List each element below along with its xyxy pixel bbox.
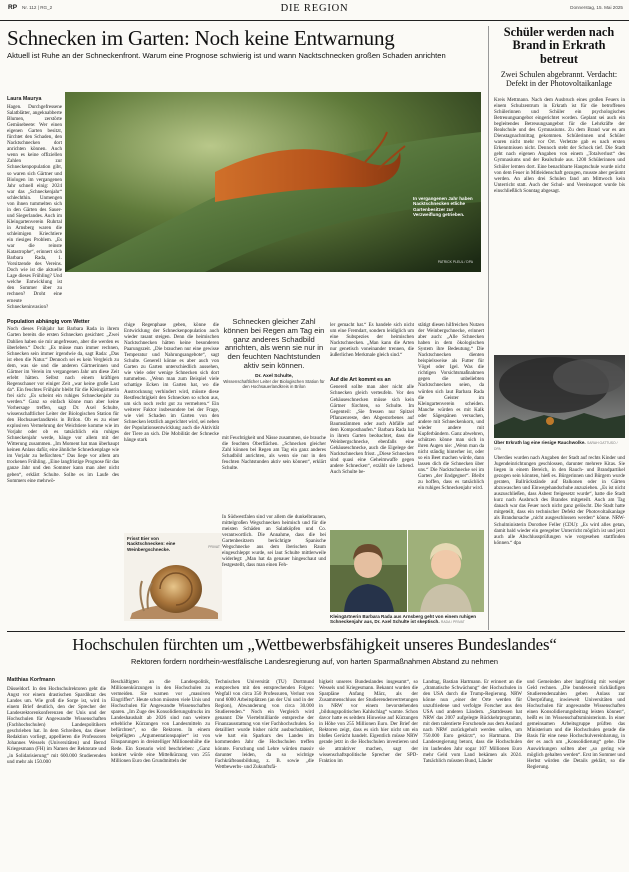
subhead-species: Auf die Art kommt es an	[330, 377, 391, 383]
second-deck: Rektoren fordern nordrhein-westfälische Landesregierung auf, von harten Sparmaßnahmen Abstand zu nehmen	[131, 657, 498, 666]
section-rule	[7, 631, 625, 632]
snail-caption: Frisst Eier von Nacktschnecken: eine Weinbergschnecke.	[127, 536, 176, 552]
lead-col4-bottom: Auf die Art kommt es an Generell sollte man aber nicht alle Schnecken gleich verteufeln. Vor den Gehäuseschnecken müsse sich kein Gärtner fürchten, so Schulte. Im Gegenteil: „Sie fressen nur Spitzel Pflanzenreste, den Abgestorbenes auf Baumstämmen oder auch Abfälle auf dem Komposthaufen.“ Barbara Rada hat in ihrem Garten beobachtet, dass die Weinbergschnecke, ebenfalls eine Gehäuseschnecke, auch die Eigelege der Nacktschnecken frisst. „Diese Schnecken sind quasi eine Geheimwaffe gegen andere Schnecken“, erzählt sie lachend. Auch Schulte be-	[330, 377, 414, 476]
section-title: DIE REGION	[280, 3, 349, 14]
page-code: Nr. 112 | RG_2	[22, 5, 53, 10]
pull-quote	[222, 318, 326, 389]
masthead-rule	[0, 20, 629, 21]
sidebar-photo	[494, 355, 625, 438]
second-col1: Düsseldorf. In den Hochschulrektoren geht die Angst vor einem drastischen Spardiktat des Landes um. Wie groß die Sorge ist, wird in einem Brief deutlich, den der Sprecher der Landesrektorenkonferenzen der Unis und der Hochschulen für Angewandte Wissenschaften (Fachhochschulen) Landespolitikern geschrieben hat. In dem Schreiben, das dieser Redaktion vorliegt, appellieren die Professoren Johannes Wessels (Universitäten) und Bernd Kriegesmann (FH) im Namen der Rektorate und „in Solidarisierung“ mit 600.000 Studierenden und mehr als 150.000	[7, 686, 106, 765]
portrait-schulte-graphic	[408, 530, 484, 612]
pull-quote-role: Wissenschaftlicher Leiter der Biologischen Station für den Hochsauerlandkreis in Brilon	[223, 378, 325, 389]
column-divider	[488, 26, 489, 630]
lead-col3-top: mit Feuchtigkeit und Nässe zusammen, sie brauche die feuchten Oberflächen. „Schnecken gleicher Zahl können bei Regen am Tag ein ganz anderes Schadbild anrichten, als wenn sie nur in den feuchten Nachtstunden aktiv sein können“, erklärt Schulte.	[222, 435, 326, 472]
lead-col1-continued: Population abhängig vom Wetter Noch dieses Frühjahr hat Barbara Rada in ihrem Garten bereits die ersten Schnecken gesichtet: „Zwei Dahlien haben sie mir angefressen, aber die werden es überleben.“ Doch: „Es müsse man immer rechnen, Schnecken sein immer irgendwie da, sagt Rada: „Das ist eben die Natur.“ Dennoch sei es kein Vergleich zu dem, was sie und die anderen Gärtnerinnen und Gärtner im Verein im vergangenen Jahr um diese Zeit erlebt hätten. Selbst nach einem kräftigen Regenschauer vor einiger Zeit „war keine große Last da“. Ein feuchtes Frühjahr bleibt für die Kleingärtnerin frei sich: „Es scheint ein ruhiges Schneckenjahr zu werden.“ Ganz so einfach könne man aber keine Vorhersage treffen, sagt Dr. Axel Schulte, wissenschaftlicher Leiter der Biologischen Station für den Hochsauerlandkreis in Brilon. Ob es zu einer explosiven Vermehrung der Weichtiere komme wie im Vorjahr oder ob es tatsächlich ein ruhiges Schneckenjahr werde, hänge vor allem mit der Witterung zusammen. „Im Moment hat man überhaupt keinen Anlass dafür, eine ähnliche Schneckenplage wie im Vorjahr zu befürchten.“ Das liege vor allem am trockenen Frühling. „Eine langfristige Prognose für das ganze Jahr und den Sommer kann man aber nicht geben“, erklärt Schulte. Sollte es im Laufe des Sommers eine mehrwö-	[7, 319, 119, 484]
portrait-schulte	[408, 530, 484, 612]
lead-col2: chige Regenphase geben, könne die Entwicklung der Schneckenpopulation auch wieder rasant steigen. Denn die heimischen Nacktschnecken hätten keine besonderen Paarungszeit. „Die brauchen nur eine gewisse Temperatur und Nahrungsangebote“, sagt Schulte. Generell könne es aber auch von Garten zu Garten unterschiedlich aussehen, wie viele oder wenige Schnecken sich dort tummelten. „Wenn man zum Beispiel viele schattige Ecken im Garten hat, wo die Austrocknung verhindert wird, müsste diese Restfeuchtigkeit den Schnecken so schon aus, um sich noch recht gut zu vermehren.“ Ein weiterer Faktor insbesondere bei der Frage, wie viel Schaden im Garten von den Schnecken letztlich angerichtet wird, sei neben der Populationsentwicklung auch die Aktivität der Tiere an sich. Die Mobilität der Schnecke hänge stark	[124, 322, 219, 443]
portraits-caption: Kleingärtnerin Barbara Rada aus Arnsberg geht von einem ruhigen Schneckenjahr aus, Dr. Axel Schulte ist skeptisch. RADA / PRIVAT	[330, 614, 477, 625]
subhead-weather: Population abhängig vom Wetter	[7, 319, 90, 325]
sidebar-deck: Zwei Schulen abgebrannt. Verdacht: Defekt in der Photovoltaikanlage	[500, 70, 618, 89]
second-col5: Landtag, Bastian Hartmann. Er erinnert an die „dramatische Schwächung“ der Hochschulen in den USA durch die Trump-Regierung. NRW könne nun „einer der Orte werden für unzufriedene und verfolgte Forscher aus den USA und anderen Ländern. „Stattdessen hat NRW das 2007 aufgelegte Rückkehrprogramm, mit dem talentierte Forschende aus dem Ausland nach NRW zurückgeholt werden sollen, um 750.000 Euro gekürzt“, so Hartmann. Die Landesregierung betont, dass die Hochschulen im laufenden Jahr sogar 107 Millionen Euro mehr Geld vom Land bekämen als 2024. Tatsächlich müssten Bund, Länder	[423, 679, 522, 764]
lead-photo-credit: PATRICK PLEUL / DPA	[437, 260, 473, 264]
lead-author: Laura Maurya	[7, 96, 42, 102]
pull-quote-text: Schnecken gleicher Zahl können bei Regen am Tag ein ganz anderes Schadbild anrichten, als wenn sie nur in den feuchten Nachtstunden aktiv sein können.	[223, 317, 325, 370]
smoke-cloud-graphic	[494, 355, 625, 438]
issue-date: Donnerstag, 15. Mai 2025	[570, 5, 623, 10]
portrait-rada-graphic	[330, 530, 407, 612]
masthead	[0, 0, 629, 22]
lead-photo	[65, 92, 481, 272]
lead-col5: stätigt diesen hilfreichen Nutzen der Weinbergschnecke, erinnert aber auch: „Alle Schnecken haben in dem ökologischen System ihre Bedeutung.“ Die Nacktschnecken dienten beispielsweise als Futter für Vögel oder Igel. Was die richtigen Vorsichtsmaßnahmen gegen die unbeliebten Nacktschnecken seien, da würden sich laut Barbara Rada die Geister im Kleingartenverein scheiden. Manche würden es mit Kalk oder Sägespänen versuchen, andere mit Schneckenkorn, und wieder andere mit Kupferbändern. Ganz abwehren, schützen könne man sich in ihren Augen nie: „Wenn man da nicht ständig hinterher ist, oder so ein Beet machen würde, dann lassen dich die Schnecken über uns.“ Die Nacktschnecke sei im Garten „der Endgegner“. Bleibt zu hoffen, dass es tatsächlich ein ruhiges Schneckenjahr wird.	[418, 322, 484, 492]
second-author: Matthias Korfmann	[7, 677, 55, 683]
lead-headline: Schnecken im Garten: Noch keine Entwarnung	[7, 26, 395, 50]
sidebar-body-top: Kreis Mettmann. Nach dem Ausbruch eines großen Feuers in einem Schulzentrum in Erkrath ist für die betroffenen Schülerinnen und Schüler ein psychologisches Betreuungsangebot eingerichtet worden. Geplant sei auch ein begleitendes Betreuungsangebot für die Lehrkräfte der Realschule und des Gymnasiums. Zu dem Brand war es am Dienstagnachmittag gekommen. Schülerinnen und Schüler waren nicht mehr vor Ort. Verletzte gab es nach ersten Erkenntnissen nicht. Dennoch steht der Schock tief. Die Stadt geht nach eigenen Angaben von einem „Totalverlust“ des Gymnasiums und der Realschule aus. 1200 Schülerinnen und Schüler lernten dort. Eine benachbarte Hauptschule wurde nicht von dem Feuer in Mitleidenschaft gezogen, musste aber geräumt werden. An allen drei Schulen fand am Mittwoch kein Unterricht statt. Auch der Schul- und Vereinssport wurde bis einschließlich Sonntag abgesagt.	[494, 97, 625, 194]
snail-photo	[124, 533, 222, 621]
lead-deck: Aktuell ist Ruhe an der Schneckenfront. Warum eine Prognose schwierig ist und wann Nacktschnecken großen Schaden anrichten	[7, 51, 446, 60]
sidebar-photo-caption: Über Erkrath lag eine riesige Rauchwolke. SARAH GATTUSO / DPA	[494, 440, 618, 452]
snail-credit: PRIVAT	[208, 545, 220, 549]
brand-logo: RP	[8, 4, 18, 11]
second-col4: higkeit unseres Bundeslandes insgesamt“, so Wessels und Kriegesmann. Bekannt wurden die Sparpläne Anfang März, als der Zusammenschluss der Studierendenvertretungen in NRW vor einem bevorstehenden „bildungspolitischen Kahlschlag“ warnte. Schon davor hatte es seitdem Hinweise auf Kürzungen in Höhe von 255 Millionen Euro. Der Brief der Rektoren zeigt, dass es sich hier nicht um ein bloßes Gerücht handelt. Eigentlich müsse NRW gerade jetzt in die Hochschulen investieren und sie attraktiver machen, sagt der wissenschaftspolitische Sprecher der SPD-Fraktion im	[319, 679, 418, 764]
lead-col1-intro: Hagen. Durchgefressene Salatblätter, angeknabberte Blumen, zerstörte Gemüsebeete: Wer einen eigenen Garten besitzt, fürchtet den Schaden, den Nacktschnecken dort anrichten können. Auch wenn es keine offiziellen Zahlen zur Schneckenpopulation gibt, so waren sich Gärtner und Biologen im vergangenen Jahr schnell einig: 2024 war das „Schneckenjahr“ schlechthin. Unmengen von ihnen tummelten sich in den Gärten des Sauer- und Siegerlandes. Auch im Kleingartenverein Ruhrtal in Arnsberg waren die schleimigen Kriechtiere ein riesiges Problem. „Es war die reinste Katastrophe“, erinnert sich Barbara Rada, 1. Vorsitzende des Vereins. Doch wie ist die aktuelle Lage dieses Frühling? Und welche Entwicklung ist den Sommer über zu rechnen? Droht eine erneute Schneckeninvasion?	[7, 104, 62, 310]
second-col6: und Gemeinden aber langfristig mit weniger Geld rechnen. „Die bundesweit rückläufigen Studierendenzahlen geben Anlass zur Überprüfung, inwieweit Universitäten und Hochschulen für angewandte Wissenschaften einen Konsolidierungsbeitrag leisten können“, heißt es im Wissenschaftsministerium. In einer gemeinsamen Arbeitsgruppe prüften das Ministerium und die Hochschulen gerade die Basis für eine neue Hochschulvereinbarung, in der es auch um „Konsolidierung“ gehe. Die Auswirkungen sollten aber „so gering wie möglich gehalten werden“. Erst im Sommer und Herbst würden die Details geklärt, so die Regierung.	[527, 679, 625, 770]
sidebar-headline: Schüler werden nach Brand in Erkrath betreut	[503, 25, 615, 66]
slug-photo-graphic	[65, 92, 481, 272]
portrait-rada	[330, 530, 407, 612]
pull-quote-name: Dr. Axel Schulte,	[255, 373, 293, 379]
second-col2: Beschäftigten an die Landespolitik, Millionenkürzungen in den Hochschulen zu vermeiden. Sie warnen vor „massiven Eingriffen“. Heute schon müssten viele Unis und Hochschulen für Angewandte Wissenschaften sparen. „Im Zuge des Konsolidierungsdrucks im Landeshaushalt ab 2026 sind nun weitere erhebliche Kürzungen von Landesmitteln zu befürchten“, so die Rektoren. In einem beigefügten „Argumentationspapier“ ist von Einsparungen in dreistelliger Millionenhöhe die Rede. Ein Szenario wird beschrieben: „Ganz konkret würde eine Mittelkürzung von 255 Millionen Euro den Grundmitteln der	[111, 679, 210, 764]
second-headline: Hochschulen fürchten um „Wettbewerbsfähigkeit unseres Bundeslandes“	[72, 635, 557, 654]
lead-col3-bottom: In Südwestfalen sind vor allem die dunkelbraunen, mittelgroßen Wegschnecken heimisch und für die meisten Schäden an Salatköpfen und Co. verantwortlich. Die Annahme, dass die bei Gartenbesitzern berüchtigte Spanische Wegschnecke aus dem iberischen Raum eingeschleppt wurde, sei laut Schulte mittlerweile widerlegt: „Man hat da genauer hingeschaut und festgestellt, dass man einen Feh-	[222, 514, 326, 569]
second-col3: Technischen Universität (TU) Dortmund entsprechen mit den entsprechenden Folgen: Wegfall von circa 350 Professuren, Verlust von rund 6000 Arbeitsplätzen (an der Uni und in der Region), Abwanderung von circa 30.000 Studierenden.“ Noch ein Vergleich wird genannt: Die Viertelmilliarde entspreche der Finanzausstattung von vier Fachhochschulen. So detailliert wurde bisher nicht ausbuchstabiert, wie hart ein Sparkurs des Landes im kommenden Jahr die Hochschulen treffen könnte. Forschung und Lehre würden massiv darunter leiden, da so wichtige Fachkräfteausbildung, z. B. sowie „die Wettbewerbs- und Zukunftsfä-	[215, 679, 314, 770]
lead-col4-top: ler gemacht hat.“ Es handele sich nicht um eine Fremdart, sondern leidiglich um eine Subspezies der heimischen Nacktschnecken. „Man kann die Arten nur genetisch voneinander trennen, die äußerlichen Merkmale gleich sind.“	[330, 322, 414, 359]
sidebar-body-bottom: Überdies wurden nach Angaben der Stadt auf rechts Kinder und Jugendeinrichtungen geschlossen, darunter mehrere Kitas. Sie liegen in einem Bereich, in den Rauch- und Brandpartikel gezogen sein könnten, hieß es. Bürgerinnen und Bürgern wurde geraten, Ballrückstände auf Balkonen oder in Gärten abzuwaschen und Einwegehandschuhe anzuziehen. „Es ist nicht auszuschließen, dass Asbest freigesetzt wurde“, hatte die Stadt kurz nach Ausbruch des Brandes mitgeteilt. Auch am Tag danach war das Feuer noch nicht ganz gelöscht. Die Stadt hatte mitgeteilt, dass ein technischer Defekt der Photovoltaikanlage als Brandursache „nicht ausgeschlossen werden“ könne. NRW-Schulministerin Dorothee Feller (CDU): „Es wird alles getan, damit bald wieder ein geregelter Unterricht möglich ist und jetzt auch alle Abschlussprüfungen wie vorgesehen stattfinden können.“ dpa	[494, 455, 625, 546]
lead-photo-caption: In vergangenen Jahr haben Nacktschnecken etliche Gartenbesitzer zur Verzweiflung getrieben.	[413, 196, 473, 218]
